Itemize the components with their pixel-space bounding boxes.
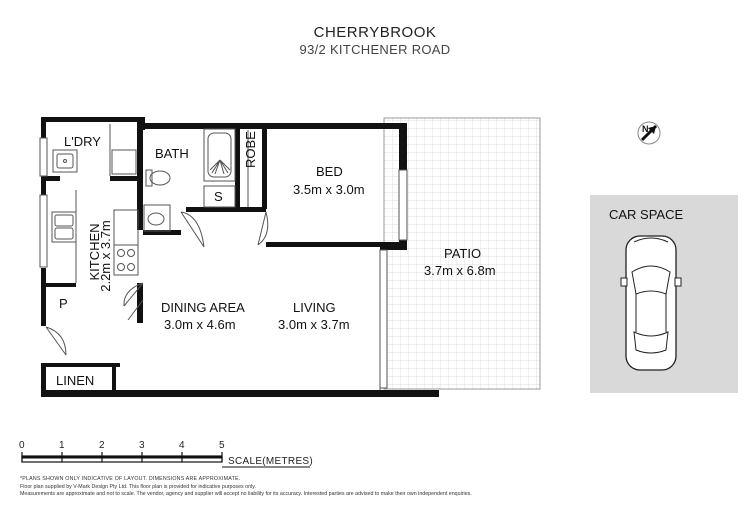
scale-tick-3: 3 [139,440,145,451]
car-space-label: CAR SPACE [609,207,684,222]
north-label: N [642,124,649,134]
room-bed-name: BED [316,164,343,179]
room-dining-dims: 3.0m x 4.6m [164,317,236,332]
room-dining-name: DINING AREA [161,300,245,315]
room-patio-name: PATIO [444,246,482,261]
scale-tick-2: 2 [99,440,105,451]
disclaimer-line-3: Measurements are approximate and not to scale. The vendor, agency and supplier will accept no liability for its accuracy. Interested parties are advised to make their own independent enquiries. [20,491,472,497]
room-kitchen-dims: 2.2m x 3.7m [98,220,113,292]
room-living-name: LIVING [293,300,336,315]
room-pantry-label: P [59,296,68,311]
scale-tick-5: 5 [219,440,225,451]
room-linen-label: LINEN [56,373,95,388]
scale-tick-4: 4 [179,440,185,451]
disclaimer-line-1: *PLANS SHOWN ONLY INDICATIVE OF LAYOUT. DIMENSIONS ARE APPROXIMATE. [20,476,241,482]
room-bed-dims: 3.5m x 3.0m [293,182,365,197]
room-robe-label: ROBE [243,131,258,168]
scale-tick-0: 0 [19,440,25,451]
disclaimer-line-2: Floor plan supplied by V-Mark Design Pty Ltd. This floor plan is provided for indicative purposes only. [20,484,256,490]
scale-label: SCALE(METRES) [228,456,314,467]
property-suburb: CHERRYBROOK [313,24,437,41]
room-laundry-label: L'DRY [64,134,101,149]
room-shower-label: S [214,189,223,204]
room-living-dims: 3.0m x 3.7m [278,317,350,332]
room-bath-label: BATH [155,146,189,161]
property-address: 93/2 KITCHENER ROAD [299,42,451,57]
room-patio-dims: 3.7m x 6.8m [424,263,496,278]
room-kitchen-name: KITCHEN [87,223,102,281]
scale-tick-1: 1 [59,440,65,451]
